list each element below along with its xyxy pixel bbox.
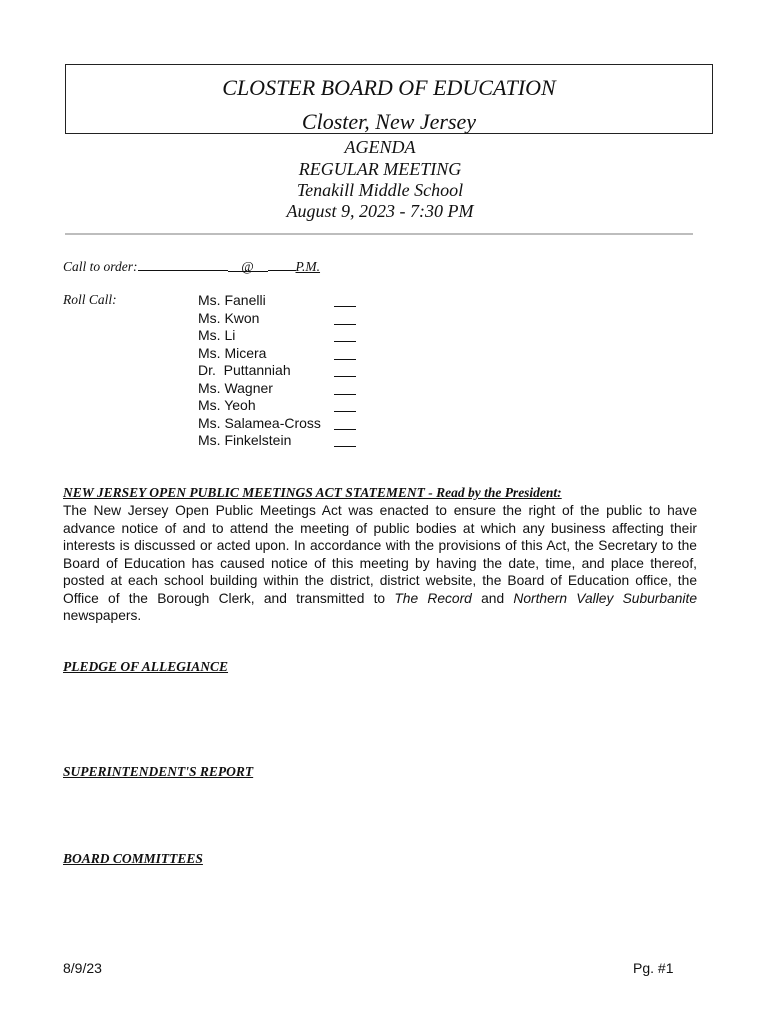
pledge-heading: PLEDGE OF ALLEGIANCE <box>63 659 229 674</box>
committees-heading: BOARD COMMITTEES <box>63 851 203 866</box>
meeting-location: Tenakill Middle School <box>296 180 464 200</box>
call-to-order-blank <box>138 258 228 271</box>
member-name: Dr. Puttanniah <box>198 362 291 378</box>
footer-date: 8/9/23 <box>63 960 102 976</box>
agenda-label: AGENDA <box>344 137 416 157</box>
board-location: Closter, New Jersey <box>301 109 477 134</box>
attendance-blank <box>334 376 356 377</box>
roll-call-row <box>198 415 358 433</box>
page-number: Pg. #1 <box>633 960 674 976</box>
superintendent-heading: SUPERINTENDENT'S REPORT <box>63 764 254 779</box>
header-divider <box>65 233 693 235</box>
roll-call-row <box>198 380 358 398</box>
call-to-order-at: @ <box>228 259 268 272</box>
roll-call-row <box>198 345 358 363</box>
attendance-blank <box>334 341 356 342</box>
newspaper-suburbanite: Northern Valley Suburbanite <box>513 590 697 606</box>
attendance-blank <box>334 411 356 412</box>
opma-statement <box>63 502 697 625</box>
title-box <box>65 64 713 134</box>
member-name: Ms. Kwon <box>198 309 260 326</box>
member-name: Ms. Micera <box>198 344 267 361</box>
roll-call-list <box>198 292 358 450</box>
roll-call-row <box>198 432 358 450</box>
opma-end: newspapers. <box>63 608 142 623</box>
attendance-blank <box>334 394 356 395</box>
attendance-blank <box>334 359 356 360</box>
roll-call-label: Roll Call: <box>63 292 117 307</box>
opma-and: and <box>471 590 514 606</box>
attendance-blank <box>334 446 356 447</box>
opma-heading: NEW JERSEY OPEN PUBLIC MEETINGS ACT STATEMENT - Read by the President: <box>63 485 562 500</box>
roll-call-row <box>198 362 358 380</box>
roll-call-row <box>198 292 358 310</box>
opma-text: The New Jersey Open Public Meetings Act was enacted to ensure the right of the public to have advance notice of and to attend the meeting of public bodies at which any business affecting their interests is discussed or acted upon. In accordance with the provisions of this Act, the Secretary to the Board of Education has caused notice of this meeting by having the date, time, and place thereof, posted at each school building within the district, district website, the Board of Education office, the Office of the Borough Clerk, and transmitted to <box>63 503 697 606</box>
meeting-datetime: August 9, 2023 - 7:30 PM <box>286 201 474 221</box>
attendance-blank <box>334 306 356 307</box>
roll-call-row <box>198 310 358 328</box>
roll-call-row <box>198 327 358 345</box>
member-name: Ms. Fanelli <box>198 292 266 308</box>
member-name: Ms. Yeoh <box>198 397 256 413</box>
call-to-order-pm: P.M. <box>295 259 321 274</box>
member-name: Ms. Wagner <box>198 379 273 396</box>
call-to-order <box>63 258 320 275</box>
member-name: Ms. Finkelstein <box>198 432 292 448</box>
member-name: Ms. Salamea-Cross <box>198 414 321 431</box>
call-to-order-time-blank <box>268 258 296 271</box>
meeting-type: REGULAR MEETING <box>298 159 462 179</box>
member-name: Ms. Li <box>198 327 236 343</box>
newspaper-record: The Record <box>394 590 472 606</box>
attendance-blank <box>334 429 356 430</box>
attendance-blank <box>334 324 356 325</box>
call-to-order-label: Call to order: <box>63 259 138 274</box>
board-title: CLOSTER BOARD OF EDUCATION <box>222 75 556 100</box>
roll-call-row <box>198 397 358 415</box>
